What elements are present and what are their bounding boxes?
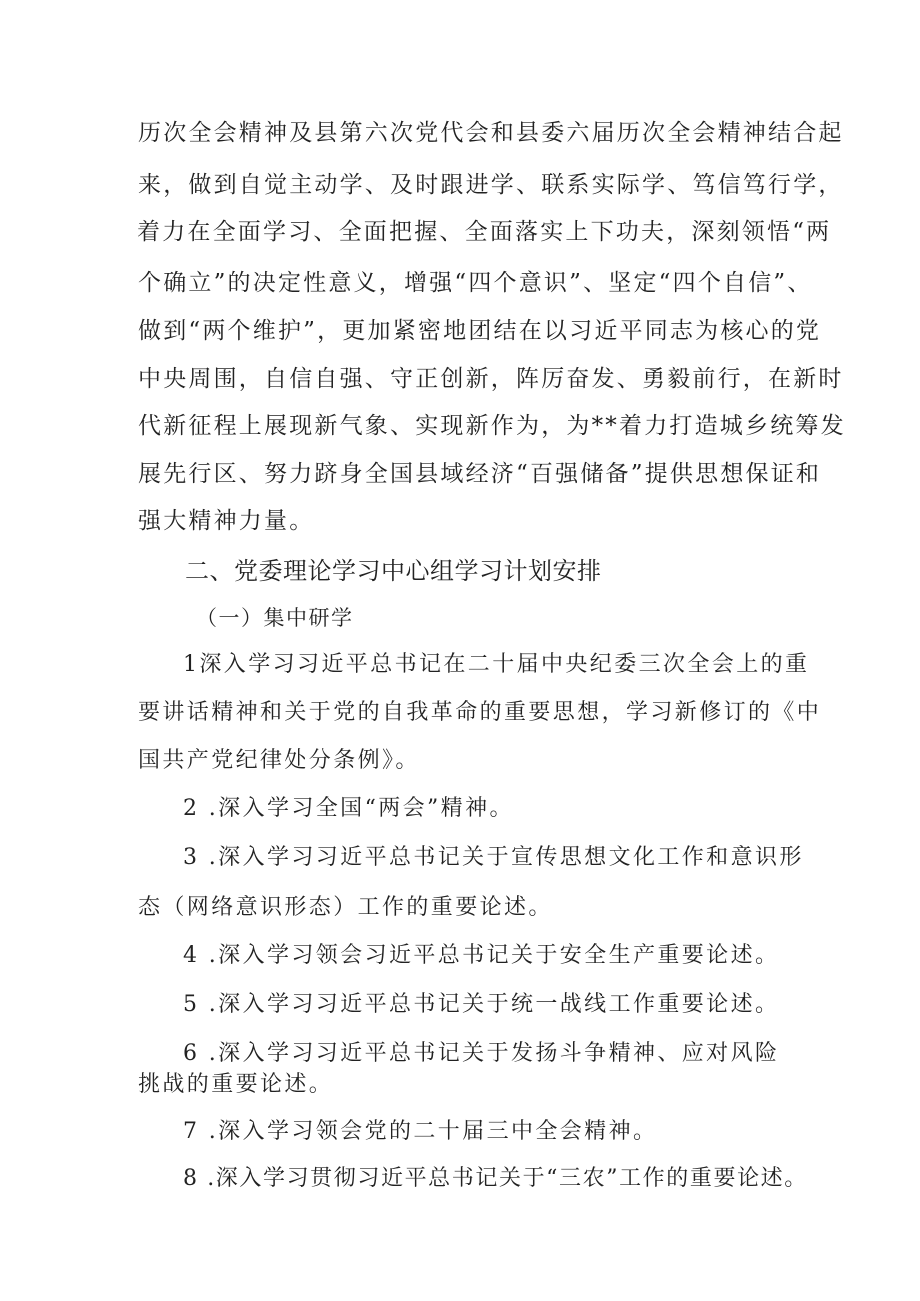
list-item-line: 要讲话精神和关于党的自我革命的重要思想，学习新修订的《中: [138, 700, 822, 725]
list-item-line: 8 .深入学习贯彻习近平总书记关于“三农”工作的重要论述。: [183, 1166, 808, 1191]
list-item-line: 4 .深入学习领会习近平总书记关于安全生产重要论述。: [183, 943, 780, 968]
paragraph-line: 展先行区、努力跻身全国县域经济“百强储备”提供思想保证和: [138, 461, 822, 487]
list-item-line: 国共产党纪律处分条例》。: [138, 748, 420, 773]
list-item-line: 2 .深入学习全国“两会”精神。: [183, 796, 514, 821]
list-item-line: 态（网络意识形态）工作的重要论述。: [138, 895, 553, 920]
paragraph-line: 个确立”的决定性意义，增强“四个意识”、坚定“四个自信”、: [138, 270, 813, 296]
list-item-line: 7 .深入学习领会党的二十届三中全会精神。: [183, 1119, 658, 1144]
paragraph-line: 来，做到自觉主动学、及时跟进学、联系实际学、笃信笃行学，: [138, 172, 844, 198]
list-item-line: 3 .深入学习习近平总书记关于宣传思想文化工作和意识形: [183, 845, 804, 870]
paragraph-line: 强大精神力量。: [138, 508, 315, 534]
list-item-line: 挑战的重要论述。: [138, 1072, 334, 1097]
list-item-line: 6 .深入学习习近平总书记关于发扬斗争精神、应对风险: [183, 1041, 780, 1066]
subsection-heading: （一）集中研学: [196, 606, 354, 630]
section-heading: 二、党委理论学习中心组学习计划安排: [185, 557, 602, 585]
list-item-line: 1深入学习习近平总书记在二十届中央纪委三次全会上的重: [183, 652, 810, 677]
list-item-line: 5 .深入学习习近平总书记关于统一战线工作重要论述。: [183, 992, 780, 1017]
paragraph-line: 中央周围，自信自强、守正创新，阵厉奋发、勇毅前行，在新时: [138, 366, 844, 392]
paragraph-line: 做到“两个维护”，更加紧密地团结在以习近平同志为核心的党: [138, 318, 822, 344]
paragraph-line: 历次全会精神及县第六次党代会和县委六届历次全会精神结合起: [138, 120, 844, 146]
paragraph-line: 着力在全面学习、全面把握、全面落实上下功夫，深刻领悟“两: [137, 219, 832, 245]
paragraph-line: 代新征程上展现新气象、实现新作为，为**着力打造城乡统筹发: [138, 413, 846, 439]
